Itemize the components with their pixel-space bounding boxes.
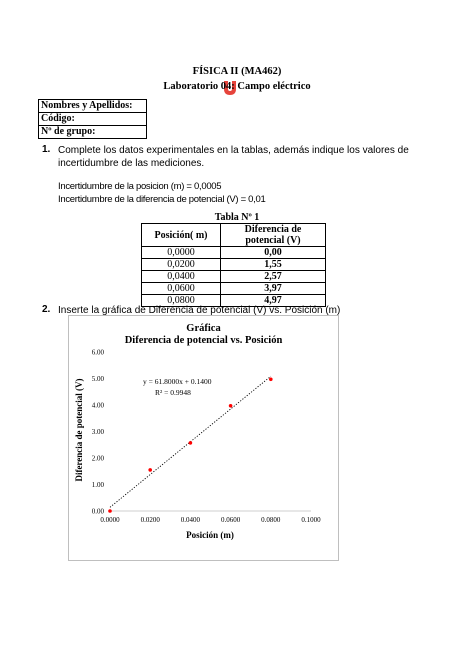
column-header-potential: Diferencia de potencial (V): [221, 224, 326, 247]
y-axis-label: Diferencia de potencial (V): [74, 378, 84, 482]
x-tick-label: 0.0800: [261, 516, 281, 524]
student-info-table: [38, 99, 147, 139]
column-header-position: Posición( m): [142, 224, 221, 247]
chart-subtitle: Diferencia de potencial vs. Posición: [124, 335, 283, 346]
data-point: [108, 509, 112, 513]
group-field-label: Nº de grupo:: [39, 126, 147, 139]
table-row: [142, 247, 326, 259]
position-cell: 0,0400: [142, 271, 221, 283]
y-tick-label: 0.00: [91, 507, 104, 516]
chart-container: [68, 315, 339, 561]
y-tick-label: 1.00: [91, 481, 104, 489]
position-cell: 0,0600: [142, 283, 221, 295]
y-tick-label: 2.00: [91, 454, 104, 463]
table-row: [142, 259, 326, 271]
x-tick-label: 0.0600: [220, 516, 241, 524]
data-point: [269, 377, 273, 381]
position-cell: 0,0000: [142, 247, 221, 259]
potential-cell: 3,97: [221, 283, 326, 295]
data-point: [189, 441, 193, 445]
y-tick-label: 3.00: [91, 428, 104, 436]
potential-cell: 1,55: [221, 259, 326, 271]
r-squared-label: R² = 0.9948: [155, 388, 191, 397]
scatter-chart: [69, 316, 338, 560]
table-row: [142, 283, 326, 295]
x-tick-label: 0.0200: [140, 516, 160, 524]
x-tick-label: 0.1000: [301, 516, 321, 524]
question-1-number: 1.: [42, 144, 51, 155]
question-1-text: Complete los datos experimentales en la tablas, además indique los valores de incertidumbre de las mediciones.: [58, 145, 409, 169]
position-cell: 0,0200: [142, 259, 221, 271]
x-tick-label: 0.0400: [180, 516, 201, 524]
question-2-text: Inserte la gráfica de Diferencia de potencial (V) vs. Posición (m): [58, 305, 341, 316]
potential-cell: 4,97: [221, 295, 326, 307]
trendline-equation: y = 61.8000x + 0.1400: [143, 377, 212, 386]
x-axis-label: Posición (m): [186, 530, 234, 540]
data-table: [141, 223, 326, 307]
potential-cell: 2,57: [221, 271, 326, 283]
question-2-number: 2.: [42, 304, 51, 315]
y-tick-label: 5.00: [91, 375, 104, 383]
y-tick-label: 6.00: [91, 348, 104, 357]
y-tick-label: 4.00: [91, 401, 104, 410]
table-caption: Tabla Nº 1: [214, 212, 260, 223]
data-point: [148, 468, 152, 472]
document-subtitle: Laboratorio 04: Campo eléctrico: [163, 81, 311, 92]
table-row: [142, 271, 326, 283]
name-field-label: Nombres y Apellidos:: [39, 100, 147, 113]
code-field-label: Código:: [39, 113, 147, 126]
data-point: [229, 404, 233, 408]
chart-title: Gráfica: [186, 323, 221, 334]
uncertainty-position: Incertidumbre de la posicion (m) = 0,0005: [58, 181, 222, 192]
position-cell: 0,0800: [142, 295, 221, 307]
document-title: FÍSICA II (MA462): [192, 66, 282, 77]
potential-cell: 0,00: [221, 247, 326, 259]
x-tick-label: 0.0000: [100, 516, 120, 524]
uncertainty-potential: Incertidumbre de la diferencia de potencial (V) = 0,01: [58, 194, 266, 205]
